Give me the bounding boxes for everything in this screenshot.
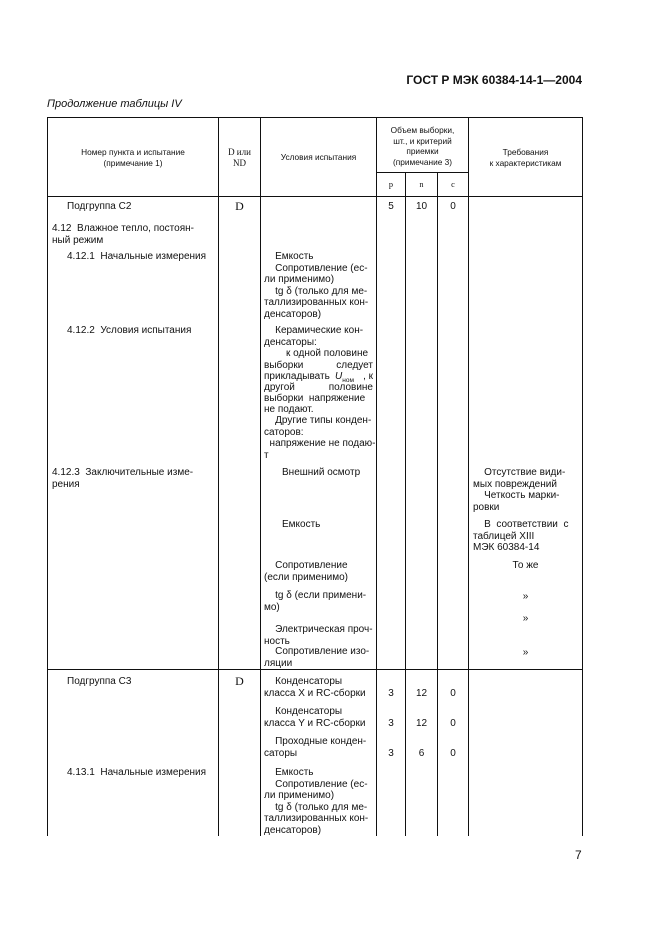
clause-4-13-1: 4.13.1 Начальные измерения — [67, 767, 207, 778]
c3-y-p-value: 3 — [388, 718, 394, 729]
c2-half-sample-line2-left: выборки — [264, 360, 304, 371]
subgroup-c3-title: Подгруппа С3 — [67, 676, 132, 687]
c2-final-resistance: Сопротивление (если применимо) — [264, 560, 348, 583]
header-bottom-border — [47, 196, 583, 197]
c2-ceramic-capacitors: Керамические кон- денсаторы: — [264, 325, 364, 348]
clause-4-12-1: 4.12.1 Начальные измерения — [67, 251, 207, 262]
col-border-p — [405, 172, 406, 836]
c3-class-x-capacitors: Конденсаторы класса X и RC-сборки — [264, 676, 366, 699]
c3-x-c-value: 0 — [450, 688, 456, 699]
c2-final-electric-strength: Электрическая проч- ность — [264, 624, 373, 647]
c3-x-n-value: 12 — [415, 688, 428, 699]
c2-half-sample-line3-left: прикладывать — [264, 371, 330, 382]
c2-c3-separator — [47, 669, 583, 670]
c3-x-p-value: 3 — [388, 688, 394, 699]
header-p: p — [388, 180, 394, 189]
c3-feedthrough-capacitors: Проходные конден- саторы — [264, 736, 367, 759]
subgroup-c3-d: D — [235, 674, 244, 688]
col-border-4 — [468, 117, 469, 836]
c2-final-insulation-resistance: Сопротивление изо- ляции — [264, 646, 370, 669]
c2-voltage-symbol: $U_{ном}$ — [335, 371, 354, 384]
col-border-1 — [218, 117, 219, 836]
c2-final-tg-delta: tg δ (если примени- мо) — [264, 590, 367, 613]
c3-f-n-value: 6 — [418, 748, 425, 759]
c2-half-sample-line6: не подают. — [264, 404, 314, 415]
subgroup-c2-title: Подгруппа С2 — [67, 201, 132, 212]
subgroup-c2-d: D — [235, 199, 244, 213]
sample-subheader-border — [376, 172, 468, 173]
table-top-border — [47, 117, 583, 118]
c2-other-capacitors: Другие типы конден- саторов: напряжение не подаю- т — [264, 415, 376, 461]
c2-c-value: 0 — [450, 201, 456, 212]
c3-class-y-capacitors: Конденсаторы класса Y и RC-сборки — [264, 706, 366, 729]
header-item-test: Номер пункта и испытание (примечание 1) — [81, 147, 185, 168]
c3-f-c-value: 0 — [450, 748, 456, 759]
c2-n-value: 10 — [415, 201, 428, 212]
col-border-right — [582, 117, 583, 836]
c2-half-sample-line1: к одной половине — [286, 348, 369, 359]
clause-4-12-3: 4.12.3 Заключительные изме- рения — [52, 467, 194, 490]
clause-4-12: 4.12 Влажное тепло, постоян- ный режим — [52, 223, 194, 246]
col-border-n — [437, 172, 438, 836]
c3-initial-measurements-conditions: Емкость Сопротивление (ес- ли применимо) tg δ (только для ме- таллизированных кон- денсаторов) — [264, 767, 369, 836]
header-requirements: Требования к характеристикам — [489, 147, 562, 168]
standard-header: ГОСТ Р МЭК 60384-14-1—2004 — [406, 73, 582, 87]
header-c: c — [451, 180, 455, 189]
col-border-2 — [260, 117, 261, 836]
header-n: n — [419, 180, 424, 189]
c2-half-sample-line3-right: , к — [363, 371, 373, 382]
col-border-left — [47, 117, 48, 836]
c2-half-sample-line4-right: половине — [328, 382, 373, 393]
c2-initial-measurements-conditions: Емкость Сопротивление (ес- ли применимо) tg δ (только для ме- таллизированных кон- денсаторов) — [264, 251, 369, 320]
clause-4-12-2: 4.12.2 Условия испытания — [67, 325, 192, 336]
c2-half-sample-line2-right: следует — [336, 360, 373, 371]
c3-y-c-value: 0 — [450, 718, 456, 729]
c2-p-value: 5 — [388, 201, 394, 212]
header-test-conditions: Условия испытания — [280, 152, 357, 162]
c2-req-resistance: То же — [512, 560, 539, 571]
c3-y-n-value: 12 — [415, 718, 428, 729]
c2-req-electric-strength: » — [522, 613, 529, 624]
c2-req-insulation-resistance: » — [522, 647, 529, 658]
c2-req-visual: Отсутствие види- мых повреждений Четкость марки- ровки — [473, 467, 566, 513]
table-continuation-caption: Продолжение таблицы IV — [47, 98, 182, 110]
c2-req-tg-delta: » — [522, 591, 529, 602]
c2-half-sample-line5: выборки напряжение — [264, 393, 366, 404]
c2-req-capacitance: В соответствии с таблицей XIII МЭК 60384-14 — [473, 519, 569, 553]
c3-f-p-value: 3 — [388, 748, 394, 759]
page-number: 7 — [575, 848, 582, 862]
header-sample-size: Объем выборки, шт., и критерий приемки (примечание 3) — [390, 125, 455, 167]
c2-final-visual-inspection: Внешний осмотр — [282, 467, 361, 478]
header-d-nd: D или ND — [228, 147, 251, 168]
c2-half-sample-line4-left: другой — [264, 382, 295, 393]
c2-final-capacitance: Емкость — [282, 519, 321, 530]
